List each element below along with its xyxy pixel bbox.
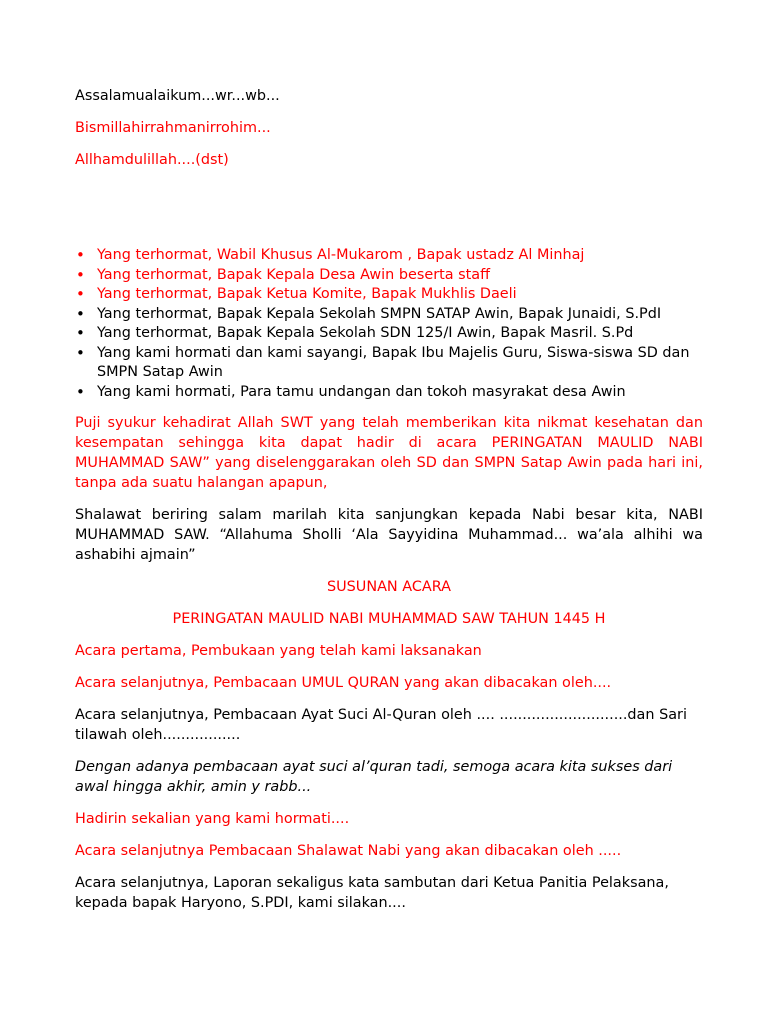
doa-paragraph: Dengan adanya pembacaan ayat suci al’quran tadi, semoga acara kita sukses dari awal hingga akhir, amin y rabb... <box>75 759 673 795</box>
greeting-text: Yang terhormat, Bapak Kepala Desa Awin beserta staff <box>97 266 491 283</box>
blank-space <box>75 170 703 246</box>
agenda-shalawat-nabi: Acara selanjutnya Pembacaan Shalawat Nabi yang akan dibacakan oleh ..... <box>75 843 622 859</box>
greeting-item <box>75 285 703 305</box>
puji-syukur-paragraph: Puji syukur kehadirat Allah SWT yang telah memberikan kita nikmat kesehatan dan kesempatan sehingga kita dapat hadir di acara PERINGATAN MAULID NABI MUHAMMAD SAW” yang diselenggarakan oleh SD dan SMPN Satap Awin pada hari ini, tanpa ada suatu halangan apapun, <box>75 415 703 491</box>
susunan-acara-heading: SUSUNAN ACARA <box>326 579 452 595</box>
bullet-icon: • <box>76 246 85 264</box>
bullet-icon: • <box>76 304 85 323</box>
bullet-icon: • <box>76 343 85 362</box>
bullet-icon: • <box>76 382 85 401</box>
greeting-item <box>75 383 703 403</box>
shalawat-paragraph: Shalawat beriring salam marilah kita sanjungkan kepada Nabi besar kita, NABI MUHAMMAD SAW. “Allahuma Sholli ‘Ala Sayyidina Muhammad... wa’ala alhihi wa ashabihi ajmain” <box>75 507 703 563</box>
greetings-list <box>75 246 703 402</box>
greeting-text: Yang terhormat, Bapak Kepala Sekolah SDN 125/I Awin, Bapak Masril. S.Pd <box>97 325 634 341</box>
bullet-icon: • <box>76 285 85 303</box>
bullet-icon: • <box>76 265 85 284</box>
agenda-ayat-suci: Acara selanjutnya, Pembacaan Ayat Suci Al-Quran oleh .... ............................dan Sari tilawah oleh................. <box>75 707 687 743</box>
greeting-text: Yang kami hormati dan kami sayangi, Bapak Ibu Majelis Guru, Siswa-siswa SD dan SMPN Satap Awin <box>97 344 690 380</box>
document-page <box>75 86 703 913</box>
agenda-pembukaan: Acara pertama, Pembukaan yang telah kami laksanakan <box>75 643 482 659</box>
agenda-laporan: Acara selanjutnya, Laporan sekaligus kata sambutan dari Ketua Panitia Pelaksana, kepada bapak Haryono, S.PDI, kami silakan.... <box>75 875 669 911</box>
greeting-item <box>75 324 703 344</box>
greeting-item <box>75 305 703 325</box>
greeting-item <box>75 246 703 266</box>
hamdalah-line: Allhamdulillah....(dst) <box>75 152 229 168</box>
bullet-icon: • <box>76 324 85 342</box>
greeting-text: Yang terhormat, Bapak Kepala Sekolah SMPN SATAP Awin, Bapak Junaidi, S.PdI <box>97 305 662 322</box>
greeting-item <box>75 344 703 383</box>
greeting-item <box>75 266 703 286</box>
salam-line: Assalamualaikum...wr...wb... <box>75 88 280 104</box>
bismillah-line: Bismillahirrahmanirrohim... <box>75 120 271 136</box>
peringatan-heading: PERINGATAN MAULID NABI MUHAMMAD SAW TAHUN 1445 H <box>172 611 606 627</box>
agenda-umul-quran: Acara selanjutnya, Pembacaan UMUL QURAN yang akan dibacakan oleh.... <box>75 675 612 691</box>
hadirin-line: Hadirin sekalian yang kami hormati.... <box>75 811 350 827</box>
greeting-text: Yang kami hormati, Para tamu undangan dan tokoh masyrakat desa Awin <box>97 383 626 400</box>
greeting-text: Yang terhormat, Bapak Ketua Komite, Bapak Mukhlis Daeli <box>97 286 517 302</box>
greeting-text: Yang terhormat, Wabil Khusus Al-Mukarom , Bapak ustadz Al Minhaj <box>97 247 585 263</box>
